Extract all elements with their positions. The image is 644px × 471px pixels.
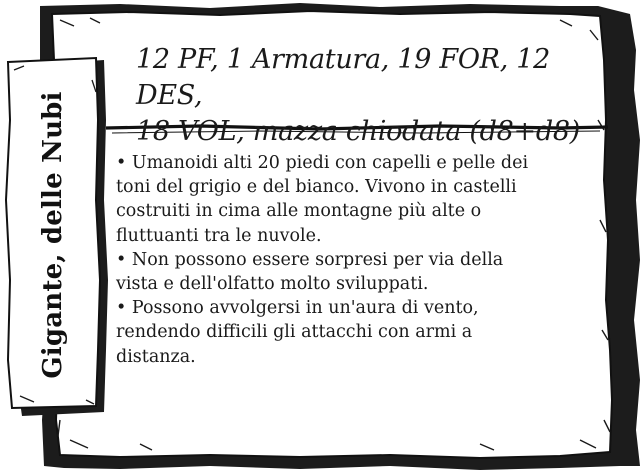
stats-line-2: 18 VOL, mazza chiodata (d8+d8) xyxy=(136,116,580,147)
card-title: Gigante, delle Nubi xyxy=(38,91,68,379)
traits-list xyxy=(116,151,536,369)
stats-line-1: 12 PF, 1 Armatura, 19 FOR, 12 DES, xyxy=(136,44,551,111)
title-tab-area xyxy=(9,63,97,408)
trait-item: • Possono avvolgersi in un'aura di vento, rendendo difficili gli attacchi con armi a distanza. xyxy=(116,298,479,367)
trait-item: • Non possono essere sorpresi per via della vista e dell'olfatto molto sviluppati. xyxy=(116,249,504,295)
trait-item: • Umanoidi alti 20 piedi con capelli e pelle dei toni del grigio e del bianco. Vivono in castelli costruiti in cima alle montagne più alte o fluttuanti tra le nuvole. xyxy=(116,153,529,246)
stat-block xyxy=(136,42,606,150)
